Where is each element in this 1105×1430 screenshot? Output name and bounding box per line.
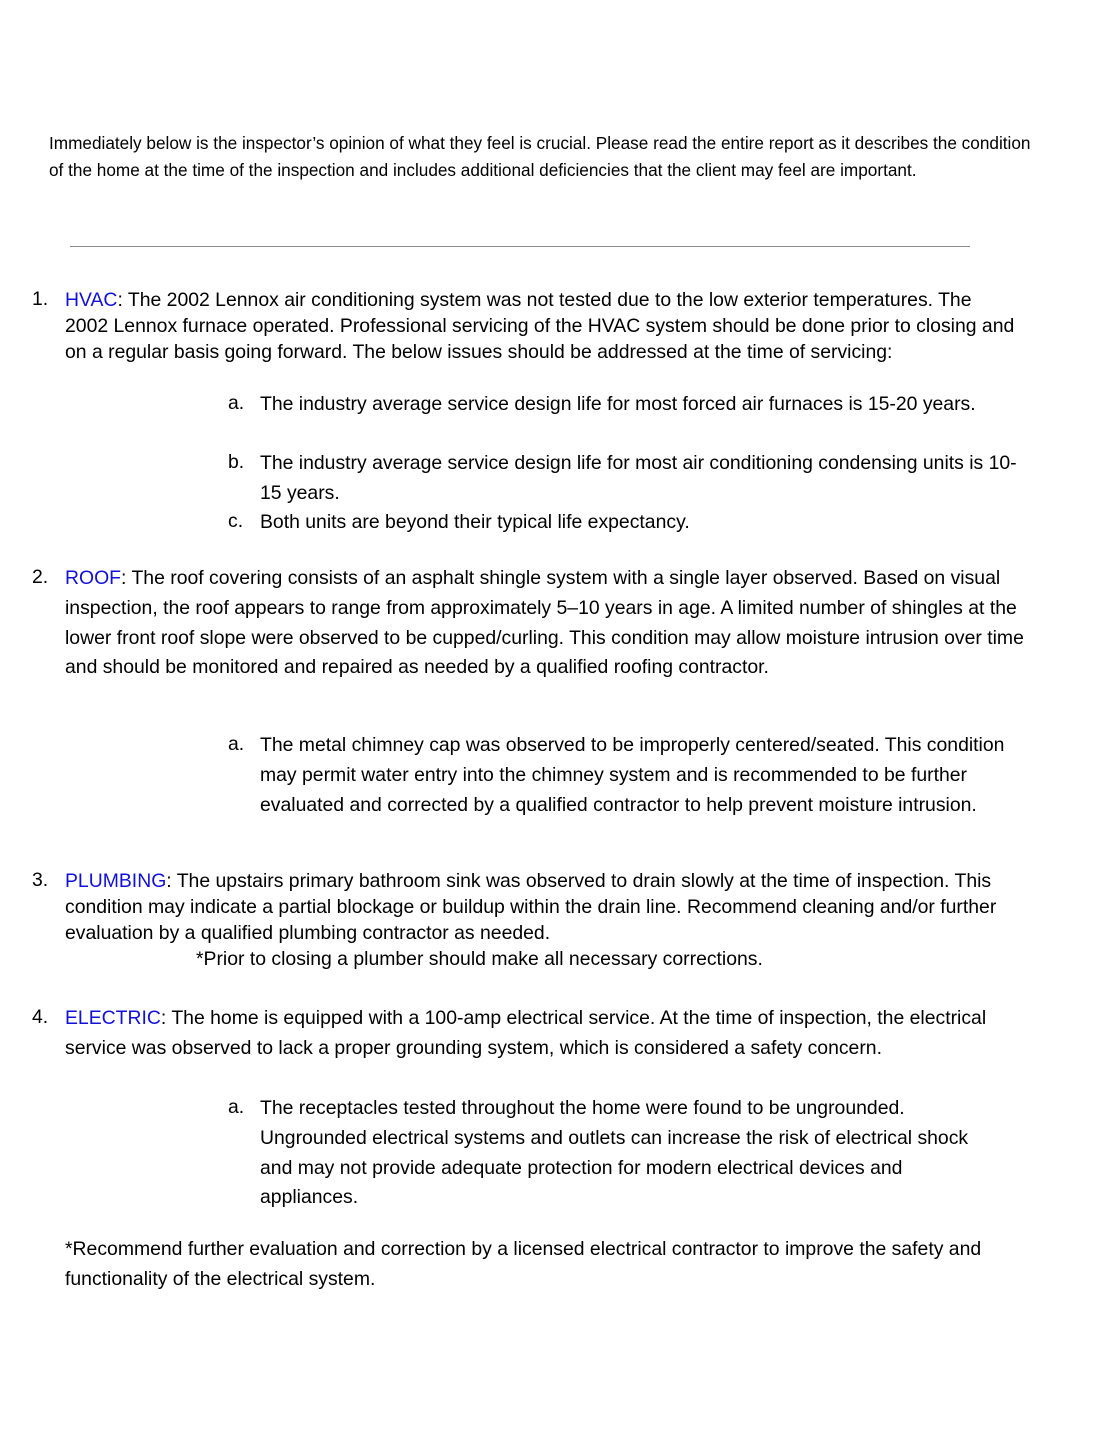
item-text-hvac: : The 2002 Lennox air conditioning system was not tested due to the low exterior temperatures. The 2002 Lennox furnace operated. Professional servicing of the HVAC system should be done prior to closing and on a regular basis going forward. The below issues should be addressed at the time of servicing:	[65, 289, 1015, 363]
category-label-electric: ELECTRIC	[65, 1007, 161, 1029]
subitem-letter: a.	[228, 733, 245, 755]
category-label-roof: ROOF	[65, 567, 122, 589]
section-divider	[70, 246, 970, 247]
item-text-plumbing: : The upstairs primary bathroom sink was observed to drain slowly at the time of inspection. This condition may indicate a partial blockage or buildup within the drain line. Recommend cleaning and/or further evaluation by a qualified plumbing contractor as needed.	[65, 870, 997, 944]
subitem-letter: c.	[228, 510, 244, 532]
electric-note: *Recommend further evaluation and correction by a licensed electrical contractor to improve the safety and functionality of the electrical system.	[65, 1238, 982, 1290]
item-plumbing	[65, 869, 1050, 946]
subitem-letter: b.	[228, 451, 245, 473]
item-text-roof: : The roof covering consists of an asphalt shingle system with a single layer observed. Based on visual inspection, the roof appears to range from approximately 5–10 years in age. A limited number of shingles at the lower front roof slope were observed to be cupped/curling. This condition may allow moisture intrusion over time and should be monitored and repaired as needed by a qualified roofing contractor.	[65, 567, 1024, 679]
subitem-electric-receptacles: The receptacles tested throughout the home were found to be ungrounded. Ungrounded electrical systems and outlets can increase the risk of electrical shock and may not provide adequate protection for modern electrical devices and appliances.	[260, 1097, 969, 1209]
category-label-plumbing: PLUMBING	[65, 870, 167, 892]
item-number-electric: 4.	[32, 1006, 49, 1028]
plumbing-note: *Prior to closing a plumber should make all necessary corrections.	[196, 948, 763, 970]
subitem-hvac-condenser: The industry average service design life for most air conditioning condensing units is 10-15 years.	[260, 452, 1017, 504]
item-number-roof: 2.	[32, 566, 49, 588]
category-label-hvac: HVAC	[65, 289, 118, 311]
item-roof	[65, 564, 1030, 683]
item-number-plumbing: 3.	[32, 869, 49, 891]
subitem-hvac-furnace: The industry average service design life for most forced air furnaces is 15-20 years.	[260, 393, 976, 415]
item-electric	[65, 1004, 1025, 1064]
subitem-letter: a.	[228, 1096, 245, 1118]
item-text-electric: : The home is equipped with a 100-amp electrical service. At the time of inspection, the electrical service was observed to lack a proper grounding system, which is considered a safety concern.	[65, 1007, 987, 1059]
subitem-hvac-life: Both units are beyond their typical life expectancy.	[260, 511, 690, 533]
item-hvac	[65, 288, 1015, 365]
subitem-letter: a.	[228, 392, 245, 414]
intro-paragraph: Immediately below is the inspector’s opinion of what they feel is crucial. Please read the entire report as it describes the condition of the home at the time of the inspection and includes additional deficiencies that the client may feel are important.	[49, 133, 1031, 180]
item-number-hvac: 1.	[32, 288, 49, 310]
subitem-roof-chimney: The metal chimney cap was observed to be improperly centered/seated. This condition may permit water entry into the chimney system and is recommended to be further evaluated and corrected by a qualified contractor to help prevent moisture intrusion.	[260, 734, 1005, 816]
